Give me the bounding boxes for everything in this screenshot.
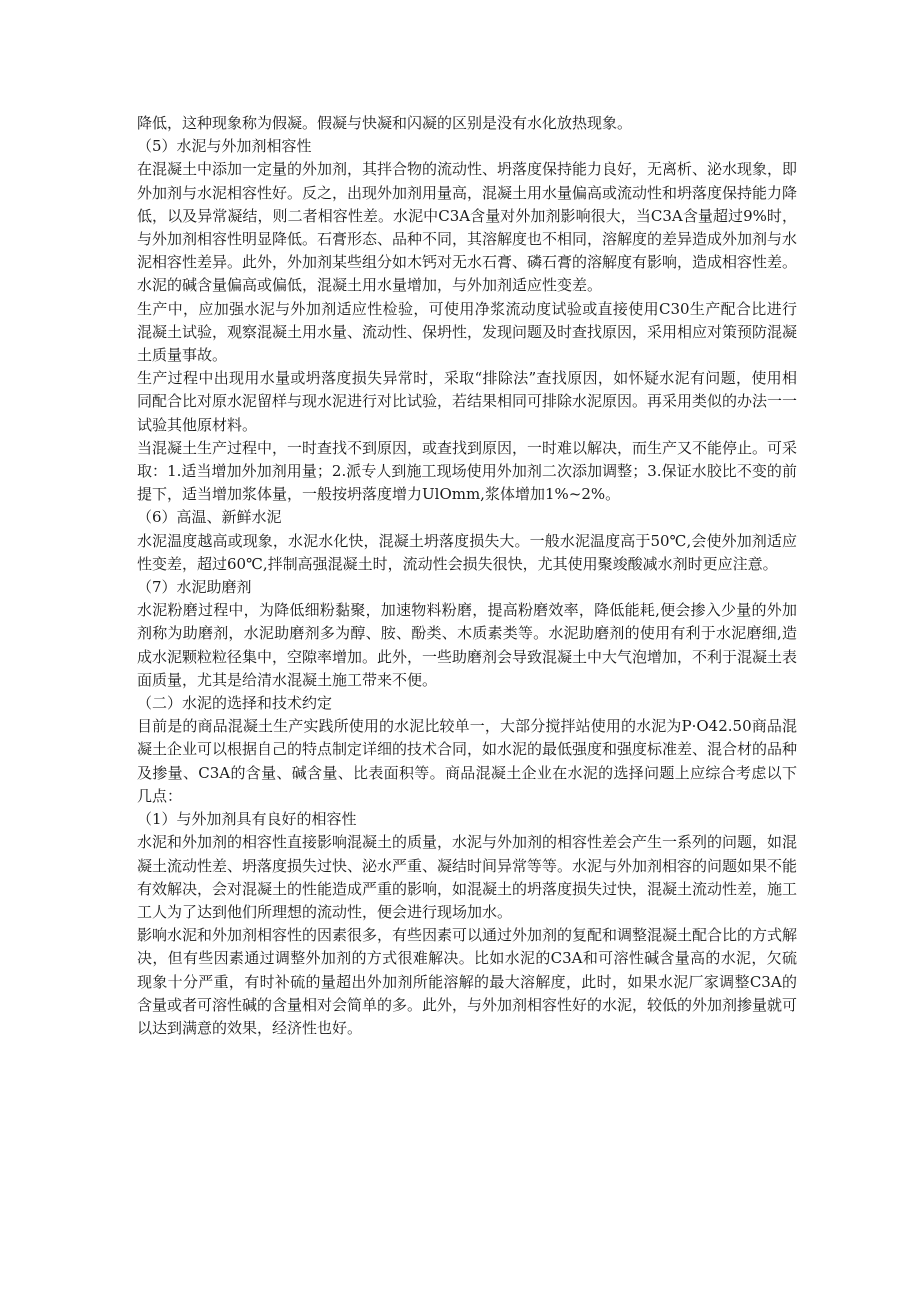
heading-hot-fresh-cement: （6）高温、新鲜水泥 <box>137 508 282 527</box>
document-body <box>137 112 797 1040</box>
paragraph-production-testing: 生产中，应加强水泥与外加剂适应性检验，可使用净浆流动度试验或直接使用C30生产配合比进行混凝土试验，观察混凝土用水量、流动性、保坍性，发现问题及时查找原因，采用相应对策预防混凝土质量事故。 <box>137 299 798 365</box>
paragraph-compatibility-impact: 水泥和外加剂的相容性直接影响混凝土的质量，水泥与外加剂的相容性差会产生一系列的问题，如混凝土流动性差、坍落度损失过快、泌水严重、凝结时间异常等等。水泥与外加剂相容的问题如果不能有效解决，会对混凝土的性能造成严重的影响，如混凝土的坍落度损失过快，混凝土流动性差，施工工人为了达到他们所理想的流动性，便会进行现场加水。 <box>137 833 798 921</box>
heading-cement-selection: （二）水泥的选择和技术约定 <box>137 694 333 713</box>
paragraph-false-set-continuation: 降低，这种现象称为假凝。假凝与快凝和闪凝的区别是没有水化放热现象。 <box>137 114 633 132</box>
heading-grinding-aid: （7）水泥助磨剂 <box>137 578 252 597</box>
heading-good-compatibility: （1）与外加剂具有良好的相容性 <box>137 810 357 829</box>
paragraph-exclusion-method: 生产过程中出现用水量或坍落度损失异常时，采取“排除法”查找原因，如怀疑水泥有问题，使用相同配合比对原水泥留样与现水泥进行对比试验，若结果相同可排除水泥原因。再采用类似的办法一一试验其他原材料。 <box>137 369 798 434</box>
paragraph-compatibility-factors: 影响水泥和外加剂相容性的因素很多，有些因素可以通过外加剂的复配和调整混凝土配合比的方式解决，但有些因素通过调整外加剂的方式很难解决。比如水泥的C3A和可溶性碱含量高的水泥，欠硫现象十分严重，有时补硫的量超出外加剂所能溶解的最大溶解度，此时，如果水泥厂家调整C3A的含量或者可溶性碱的含量相对会简单的多。此外，与外加剂相容性好的水泥，较低的外加剂掺量就可以达到满意的效果，经济性也好。 <box>137 926 798 1037</box>
paragraph-cement-selection: 目前是的商品混凝土生产实践所使用的水泥比较单一，大部分搅拌站使用的水泥为P·O42.50商品混凝土企业可以根据自己的特点制定详细的技术合同，如水泥的最低强度和强度标准差、混合材的品种及掺量、C3A的含量、碱含量、比表面积等。商品混凝土企业在水泥的选择问题上应综合考虑以下几点： <box>137 717 798 805</box>
paragraph-cement-temperature: 水泥温度越高或现象，水泥水化快，混凝土坍落度损失大。一般水泥温度高于50℃,会使外加剂适应性变差，超过60℃,拌制高强混凝土时，流动性会损失很快，尤其使用聚竣酸减水剂时更应注意。 <box>137 531 797 573</box>
paragraph-countermeasures: 当混凝土生产过程中，一时查找不到原因，或查找到原因，一时难以解决，而生产又不能停止。可采取：1.适当增加外加剂用量；2.派专人到施工现场使用外加剂二次添加调整；3.保证水胶比不变的前提下，适当增加浆体量，一般按坍落度增力UlOmm,浆体增加1%~2%。 <box>137 438 798 504</box>
paragraph-grinding-aid: 水泥粉磨过程中，为降低细粉黏聚，加速物料粉磨，提高粉磨效率，降低能耗,便会掺入少量的外加剂称为助磨剂，水泥助磨剂多为醇、胺、酚类、木质素类等。水泥助磨剂的使用有利于水泥磨细,造成水泥颗粒粒径集中，空隙率增加。此外，一些助磨剂会导致混凝土中大气泡增加，不利于混凝土表面质量，尤其是给清水混凝土施工带来不便。 <box>137 601 798 689</box>
paragraph-compatibility-definition: 在混凝土中添加一定量的外加剂，其拌合物的流动性、坍落度保持能力良好，无离析、泌水现象，即外加剂与水泥相容性好。反之，出现外加剂用量高，混凝土用水量偏高或流动性和坍落度保持能力降低，以及异常凝结，则二者相容性差。水泥中C3A含量对外加剂影响很大，当C3A含量超过9%时，与外加剂相容性明显降低。石膏形态、品种不同，其溶解度也不相同，溶解度的差异造成外加剂与水泥相容性差异。此外，外加剂某些组分如木钙对无水石膏、磷石膏的溶解度有影响，造成相容性差。水泥的碱含量偏高或偏低，混凝土用水量增加，与外加剂适应性变差。 <box>137 160 798 295</box>
heading-admixture-compatibility: （5）水泥与外加剂相容性 <box>137 137 312 156</box>
